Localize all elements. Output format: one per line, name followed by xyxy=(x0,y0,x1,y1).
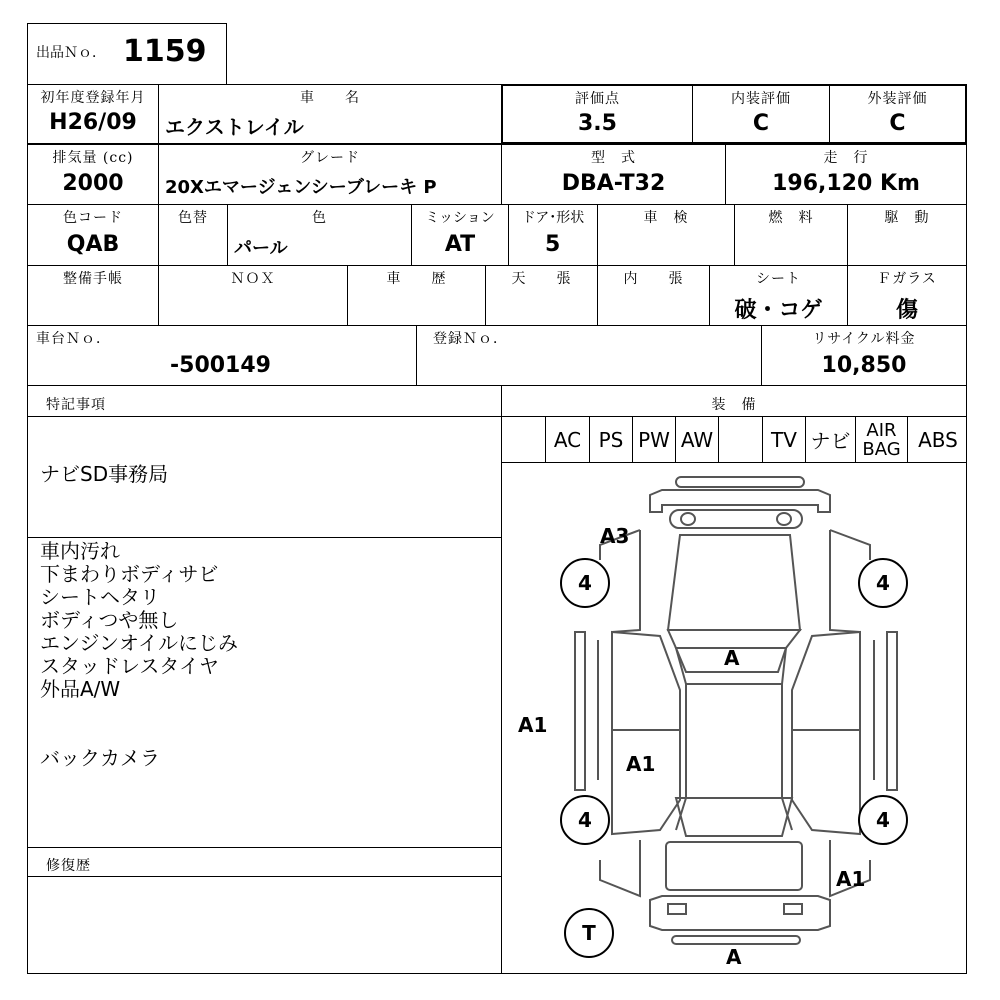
ceiling-label: 天 張 xyxy=(511,271,572,287)
mileage-label: 走 行 xyxy=(823,150,869,166)
score-value: 3.5 xyxy=(578,111,617,136)
car-name-value: エクストレイル xyxy=(165,115,304,139)
equipment-item-airbag: AIR BAG xyxy=(856,417,908,462)
damage-mark-rear-right: A1 xyxy=(836,867,866,891)
tire-front-right: 4 xyxy=(858,558,908,608)
model-value: DBA-T32 xyxy=(561,171,666,196)
maintenance-label: 整備手帳 xyxy=(63,271,123,287)
door-value: 5 xyxy=(545,232,561,257)
mission-label: ミッション xyxy=(425,210,495,226)
tire-spare: T xyxy=(564,908,614,958)
seat-label: シート xyxy=(756,271,801,287)
fuel-label: 燃 料 xyxy=(768,210,814,226)
inner-trim-label: 内 張 xyxy=(623,271,684,287)
interior-label: 内装評価 xyxy=(731,91,791,107)
repair-history-label: 修復歴 xyxy=(46,858,91,874)
recycle-value: 10,850 xyxy=(821,353,907,378)
damage-mark-left-side: A1 xyxy=(518,713,548,737)
reg-date-label: 初年度登録年月 xyxy=(40,90,146,106)
tire-front-left: 4 xyxy=(560,558,610,608)
equipment-item-pw: PW xyxy=(633,417,676,462)
exterior-label: 外装評価 xyxy=(867,91,928,107)
notes-label: 特記事項 xyxy=(46,397,106,413)
nox-label: ＮＯＸ xyxy=(230,271,276,287)
seat-value: 破・コゲ xyxy=(734,298,823,323)
lot-number-value: 1159 xyxy=(123,34,207,69)
equipment-item-aw: AW xyxy=(676,417,719,462)
equipment-item-ac: AC xyxy=(546,417,590,462)
score-label: 評価点 xyxy=(575,91,620,107)
repaint-label: 色替 xyxy=(178,210,208,226)
color-code-label: 色コード xyxy=(63,210,123,226)
lot-number-label: 出品Ｎｏ． xyxy=(36,45,106,61)
damage-mark-rear-bumper: A xyxy=(726,945,742,969)
mileage-value: 196,120 Km xyxy=(772,171,920,196)
history-label: 車 歴 xyxy=(386,271,447,287)
front-glass-label: Ｆガラス xyxy=(877,271,937,287)
color-code-value: QAB xyxy=(66,232,120,257)
notes-body-text: 車内汚れ 下まわりボディサビ シートヘタリ ボディつや無し エンジンオイルにじみ スタッドレスタイヤ 外品A/W バックカメラ xyxy=(40,539,238,770)
tire-rear-left: 4 xyxy=(560,795,610,845)
car-name-label: 車 名 xyxy=(300,90,360,106)
notes-top-text: ナビSD事務局 xyxy=(40,462,169,486)
displacement-value: 2000 xyxy=(62,171,124,196)
front-glass-value: 傷 xyxy=(895,298,918,323)
equipment-item-navi: ナビ xyxy=(806,417,856,462)
grade-label: グレード xyxy=(300,150,360,166)
inspection-label: 車 検 xyxy=(643,210,689,226)
tire-rear-right: 4 xyxy=(858,795,908,845)
reg-date-value: H26/09 xyxy=(49,110,137,135)
chassis-label: 車台Ｎｏ． xyxy=(36,331,111,347)
grade-value: 20Xエマージェンシーブレーキ P xyxy=(165,177,437,198)
equipment-item-abs: ABS xyxy=(918,427,958,452)
displacement-label: 排気量 (cc) xyxy=(52,150,134,166)
mission-value: AT xyxy=(444,232,476,257)
equipment-item-tv: TV xyxy=(763,417,806,462)
color-label: 色 xyxy=(312,210,327,226)
door-label: ドア･形状 xyxy=(521,210,585,226)
interior-value: C xyxy=(752,111,770,136)
equipment-item-ps: PS xyxy=(590,417,633,462)
equipment-label: 装 備 xyxy=(711,397,757,413)
exterior-value: C xyxy=(889,111,906,136)
color-value: パール xyxy=(234,238,288,259)
recycle-label: リサイクル料金 xyxy=(812,331,916,347)
registration-label: 登録Ｎｏ． xyxy=(433,331,508,347)
damage-mark-left-door: A1 xyxy=(626,752,656,776)
damage-mark-windshield: A xyxy=(724,646,740,670)
model-label: 型 式 xyxy=(591,150,636,166)
damage-mark-front-fender: A3 xyxy=(600,524,630,548)
chassis-value: -500149 xyxy=(170,353,271,378)
drive-label: 駆 動 xyxy=(884,210,930,226)
